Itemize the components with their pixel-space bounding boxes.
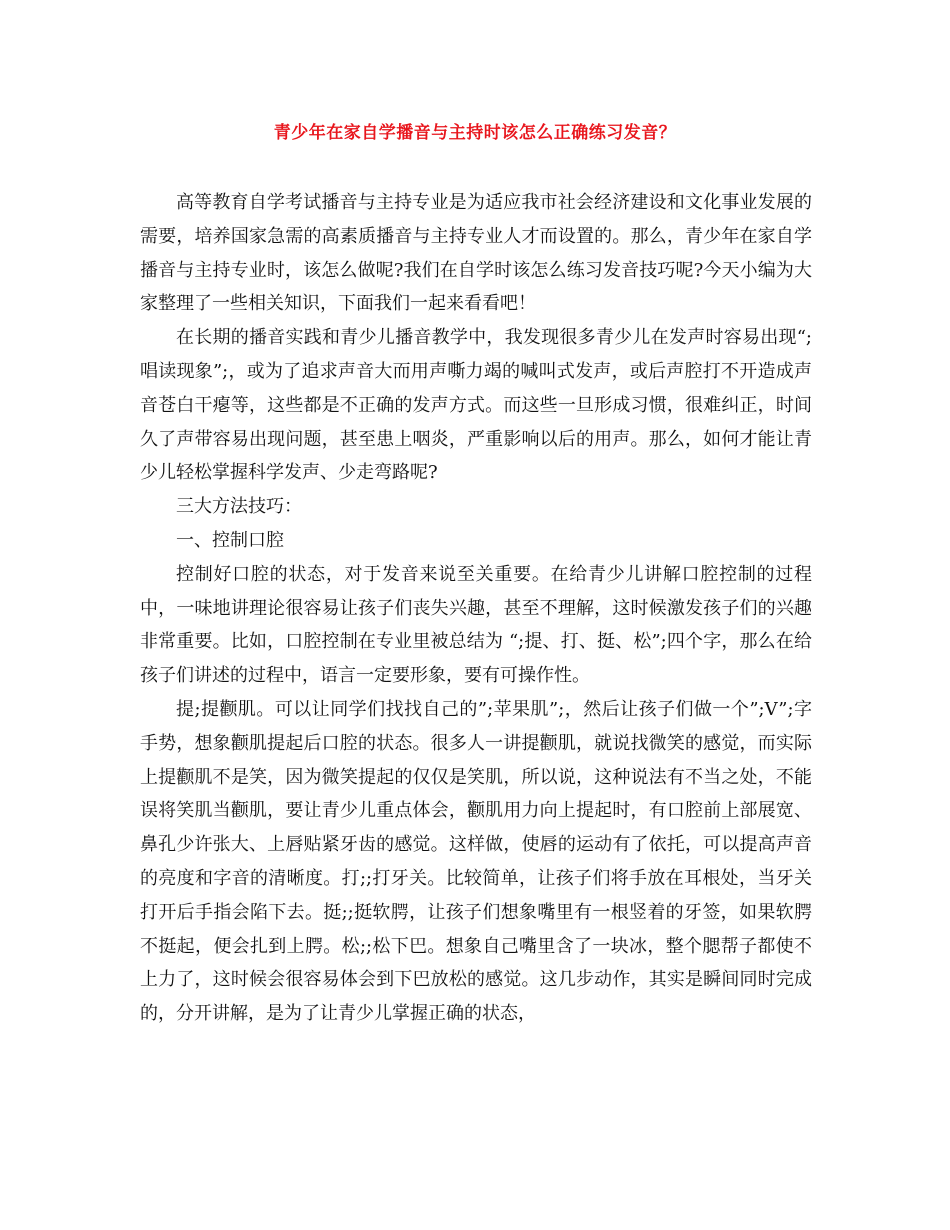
paragraph: 控制好口腔的状态，对于发音来说至关重要。在给青少儿讲解口腔控制的过程中，一味地讲理论很容易让孩子们丧失兴趣，甚至不理解，这时候激发孩子们的兴趣非常重要。比如，口腔控制在专业里被总结为 “;提、打、挺、松”;四个字，那么在给孩子们讲述的过程中，语言一定要形象，要有可操作性。 bbox=[140, 563, 812, 687]
document-body bbox=[140, 186, 812, 1031]
paragraph: 提;提颧肌。可以让同学们找找自己的”;苹果肌”;，然后让孩子们做一个”;V”;字手势，想象颧肌提起后口腔的状态。很多人一讲提颧肌，就说找微笑的感觉，而实际上提颧肌不是笑，因为微笑提起的仅仅是笑肌，所以说，这种说法有不当之处，不能误将笑肌当颧肌，要让青少儿重点体会，颧肌用力向上提起时，有口腔前上部展宽、鼻孔少许张大、上唇贴紧牙齿的感觉。这样做，使唇的运动有了依托，可以提高声音的亮度和字音的清晰度。打;;打牙关。比较简单，让孩子们将手放在耳根处，当牙关打开后手指会陷下去。挺;;挺软腭，让孩子们想象嘴里有一根竖着的牙签，如果软腭不挺起，便会扎到上腭。松;;松下巴。想象自己嘴里含了一块冰，整个腮帮子都使不上力了，这时候会很容易体会到下巴放松的感觉。这几步动作，其实是瞬间同时完成的，分开讲解，是为了让青少儿掌握正确的状态， bbox=[140, 698, 812, 1025]
paragraph: 高等教育自学考试播音与主持专业是为适应我市社会经济建设和文化事业发展的需要，培养国家急需的高素质播音与主持专业人才而设置的。那么，青少年在家自学播音与主持专业时，该怎么做呢?我们在自学时该怎么练习发音技巧呢?今天小编为大家整理了一些相关知识，下面我们一起来看看吧！ bbox=[140, 192, 812, 315]
paragraph: 三大方法技巧： bbox=[176, 496, 302, 518]
paragraph: 一、控制口腔 bbox=[176, 529, 284, 551]
paragraph: 在长期的播音实践和青少儿播音教学中，我发现很多青少儿在发声时容易出现“;唱读现象”;，或为了追求声音大而用声嘶力竭的喊叫式发声，或后声腔打不开造成声音苍白干瘪等，这些都是不正确的发声方式。而这些一旦形成习惯，很难纠正，时间久了声带容易出现问题，甚至患上咽炎，严重影响以后的用声。那么，如何才能让青少儿轻松掌握科学发声、少走弯路呢? bbox=[140, 327, 812, 484]
document-title: 青少年在家自学播音与主持时该怎么正确练习发音？ bbox=[273, 123, 677, 143]
